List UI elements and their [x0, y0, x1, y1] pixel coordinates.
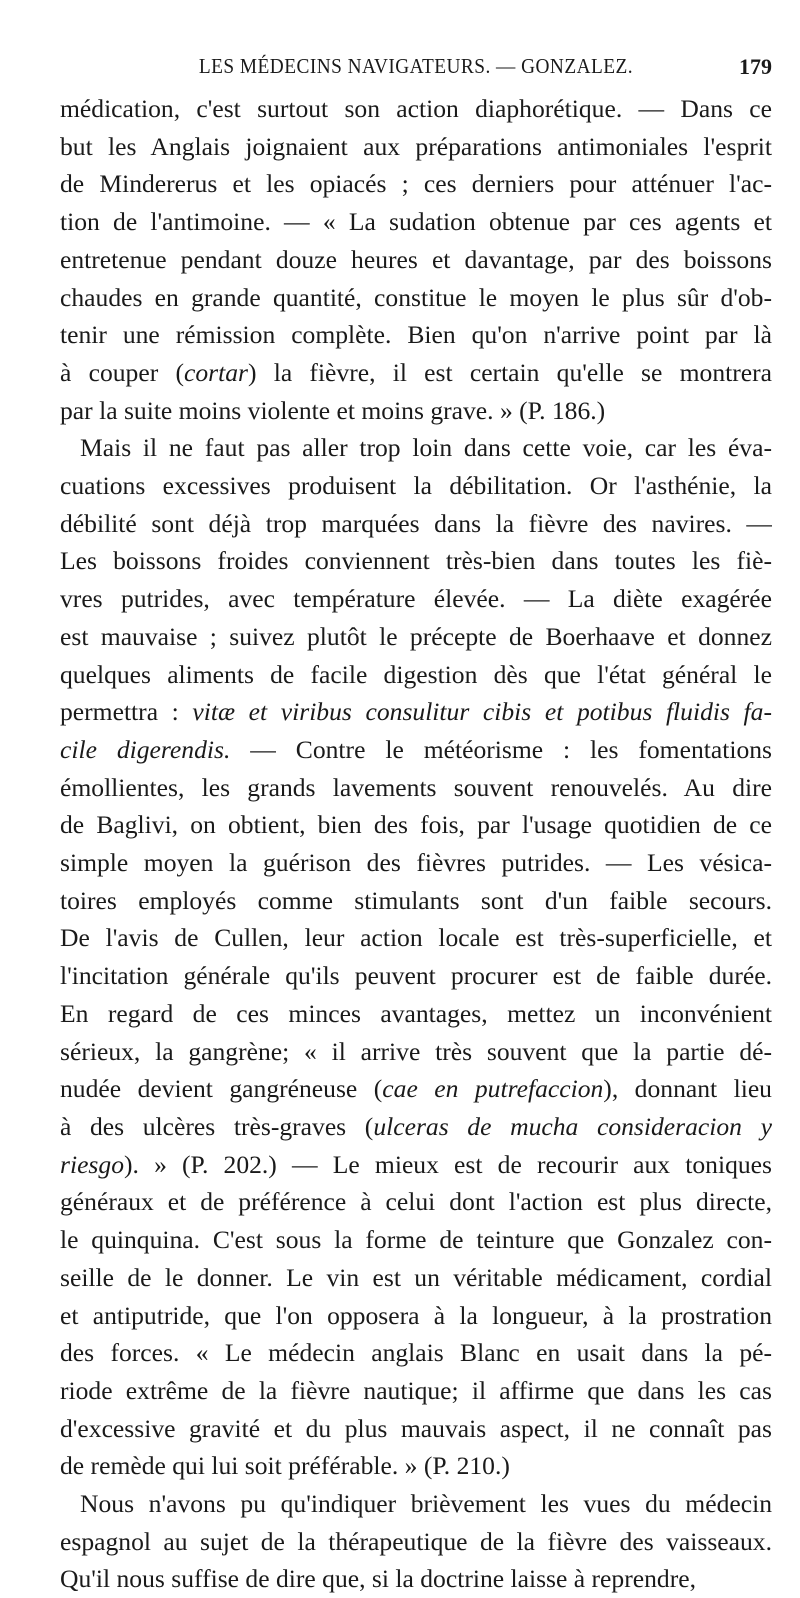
text-line: [60, 203, 772, 241]
text-segment: riode extrême de la fièvre nautique; il affirme que dans les cas: [60, 1375, 772, 1405]
text-line: [60, 1033, 772, 1071]
text-line: [60, 1183, 772, 1221]
text-line: [60, 1221, 772, 1259]
page-header: [60, 54, 772, 84]
text-segment: nudée devient gangréneuse (: [60, 1074, 383, 1104]
text-segment: est mauvaise ; suivez plutôt le précepte de Boerhaave et donnez: [60, 621, 772, 651]
text-segment: chaudes en grande quantité, constitue le moyen le plus sûr d'ob-: [60, 282, 772, 312]
text-line: [60, 806, 772, 844]
text-segment: seille de le donner. Le vin est un véritable médicament, cordial: [60, 1262, 772, 1292]
text-line: [60, 1523, 772, 1561]
running-head: LES MÉDECINS NAVIGATEURS. — GONZALEZ.: [198, 54, 634, 78]
text-line: [60, 1297, 772, 1335]
text-line: [60, 1146, 772, 1184]
italic-text: cile digerendis.: [60, 734, 231, 764]
text-segment: Les boissons froides conviennent très-bien dans toutes les fiè-: [60, 546, 772, 576]
text-segment: ). » (P. 202.) — Le mieux est de recourir aux toniques: [123, 1149, 772, 1179]
text-segment: de Mindererus et les opiacés ; ces derniers pour atténuer l'ac-: [60, 169, 772, 199]
italic-text: vitæ et viribus consulitur cibis et potibus fluidis fa-: [192, 697, 772, 727]
text-line: [60, 1070, 772, 1108]
text-line: [60, 769, 772, 807]
text-segment: le quinquina. C'est sous la forme de teinture que Gonzalez con-: [60, 1225, 772, 1255]
text-segment: débilité sont déjà trop marquées dans la fièvre des navires. —: [60, 508, 772, 538]
text-line: [60, 618, 772, 656]
italic-text: cae en putrefaccion: [382, 1074, 604, 1104]
text-line: [60, 1485, 772, 1523]
paragraph: [60, 1485, 772, 1598]
text-line: [60, 429, 772, 467]
text-segment: simple moyen la guérison des fièvres putrides. — Les vésica-: [60, 848, 772, 878]
text-line: [60, 128, 772, 166]
text-line: [60, 1259, 772, 1297]
text-segment: des forces. « Le médecin anglais Blanc en usait dans la pé-: [60, 1338, 772, 1368]
text-segment: médication, c'est surtout son action diaphorétique. — Dans ce: [60, 94, 772, 123]
text-segment: à couper (: [60, 357, 184, 387]
text-line: [60, 316, 772, 354]
text-segment: de remède qui lui soit préférable. » (P. 210.): [60, 1451, 510, 1481]
text-line: [60, 844, 772, 882]
text-line: [60, 882, 772, 920]
text-line: [60, 1410, 772, 1448]
text-segment: vres putrides, avec température élevée. — La diète exagérée: [60, 584, 772, 614]
text-line: [60, 354, 772, 392]
text-line: [60, 957, 772, 995]
text-segment: tenir une rémission complète. Bien qu'on n'arrive point par là: [60, 320, 772, 350]
text-line: [60, 1447, 772, 1485]
text-line: [60, 467, 772, 505]
paragraph: [60, 90, 772, 429]
text-line: [60, 542, 772, 580]
text-segment: et antiputride, que l'on opposera à la longueur, à la prostration: [60, 1300, 772, 1330]
text-line: [60, 580, 772, 618]
text-line: [60, 1560, 772, 1598]
italic-text: ulceras de mucha consideracion y: [373, 1111, 772, 1141]
text-segment: espagnol au sujet de la thérapeutique de la fièvre des vaisseaux.: [60, 1526, 772, 1556]
text-segment: Mais il ne faut pas aller trop loin dans cette voie, car les éva-: [80, 433, 772, 463]
text-segment: d'excessive gravité et du plus mauvais aspect, il ne connaît pas: [60, 1413, 772, 1443]
text-segment: ) la fièvre, il est certain qu'elle se montrera: [247, 357, 772, 387]
text-segment: par la suite moins violente et moins grave. » (P. 186.): [60, 395, 606, 425]
text-segment: l'incitation générale qu'ils peuvent procurer est de faible durée.: [60, 961, 772, 991]
text-line: [60, 919, 772, 957]
text-line: [60, 279, 772, 317]
text-line: [60, 1372, 772, 1410]
text-line: [60, 505, 772, 543]
text-segment: ), donnant lieu: [603, 1074, 772, 1104]
text-segment: à des ulcères très-graves (: [60, 1111, 374, 1141]
text-segment: entretenue pendant douze heures et davantage, par des boissons: [60, 244, 772, 274]
text-segment: toires employés comme stimulants sont d'un faible secours.: [60, 885, 772, 915]
text-line: [60, 90, 772, 128]
page-number: 179: [739, 54, 772, 79]
text-line: [60, 1108, 772, 1146]
page-body: [60, 90, 772, 1598]
text-line: [60, 1334, 772, 1372]
text-segment: permettra :: [60, 697, 193, 727]
text-segment: Nous n'avons pu qu'indiquer brièvement les vues du médecin: [80, 1489, 772, 1519]
italic-text: cortar: [183, 357, 248, 387]
text-line: [60, 693, 772, 731]
text-segment: quelques aliments de facile digestion dès que l'état général le: [60, 659, 772, 689]
text-segment: émollientes, les grands lavements souvent renouvelés. Au dire: [60, 772, 772, 802]
paragraph: [60, 429, 772, 1485]
text-line: [60, 165, 772, 203]
text-line: [60, 241, 772, 279]
text-line: [60, 392, 772, 430]
text-segment: de Baglivi, on obtient, bien des fois, par l'usage quotidien de ce: [60, 810, 772, 840]
text-segment: En regard de ces minces avantages, mettez un inconvénient: [60, 998, 772, 1028]
text-segment: tion de l'antimoine. — « La sudation obtenue par ces agents et: [60, 207, 772, 237]
text-line: [60, 731, 772, 769]
text-segment: cuations excessives produisent la débilitation. Or l'asthénie, la: [60, 471, 772, 501]
text-segment: De l'avis de Cullen, leur action locale est très-superficielle, et: [60, 923, 772, 953]
text-line: [60, 995, 772, 1033]
italic-text: riesgo: [60, 1149, 124, 1179]
text-line: [60, 656, 772, 694]
text-segment: but les Anglais joignaient aux préparations antimoniales l'esprit: [60, 131, 772, 161]
text-segment: — Contre le météorisme : les fomentations: [230, 734, 772, 764]
text-segment: sérieux, la gangrène; « il arrive très souvent que la partie dé-: [60, 1036, 772, 1066]
text-segment: Qu'il nous suffise de dire que, si la doctrine laisse à reprendre,: [60, 1564, 696, 1594]
text-segment: généraux et de préférence à celui dont l'action est plus directe,: [60, 1187, 772, 1217]
